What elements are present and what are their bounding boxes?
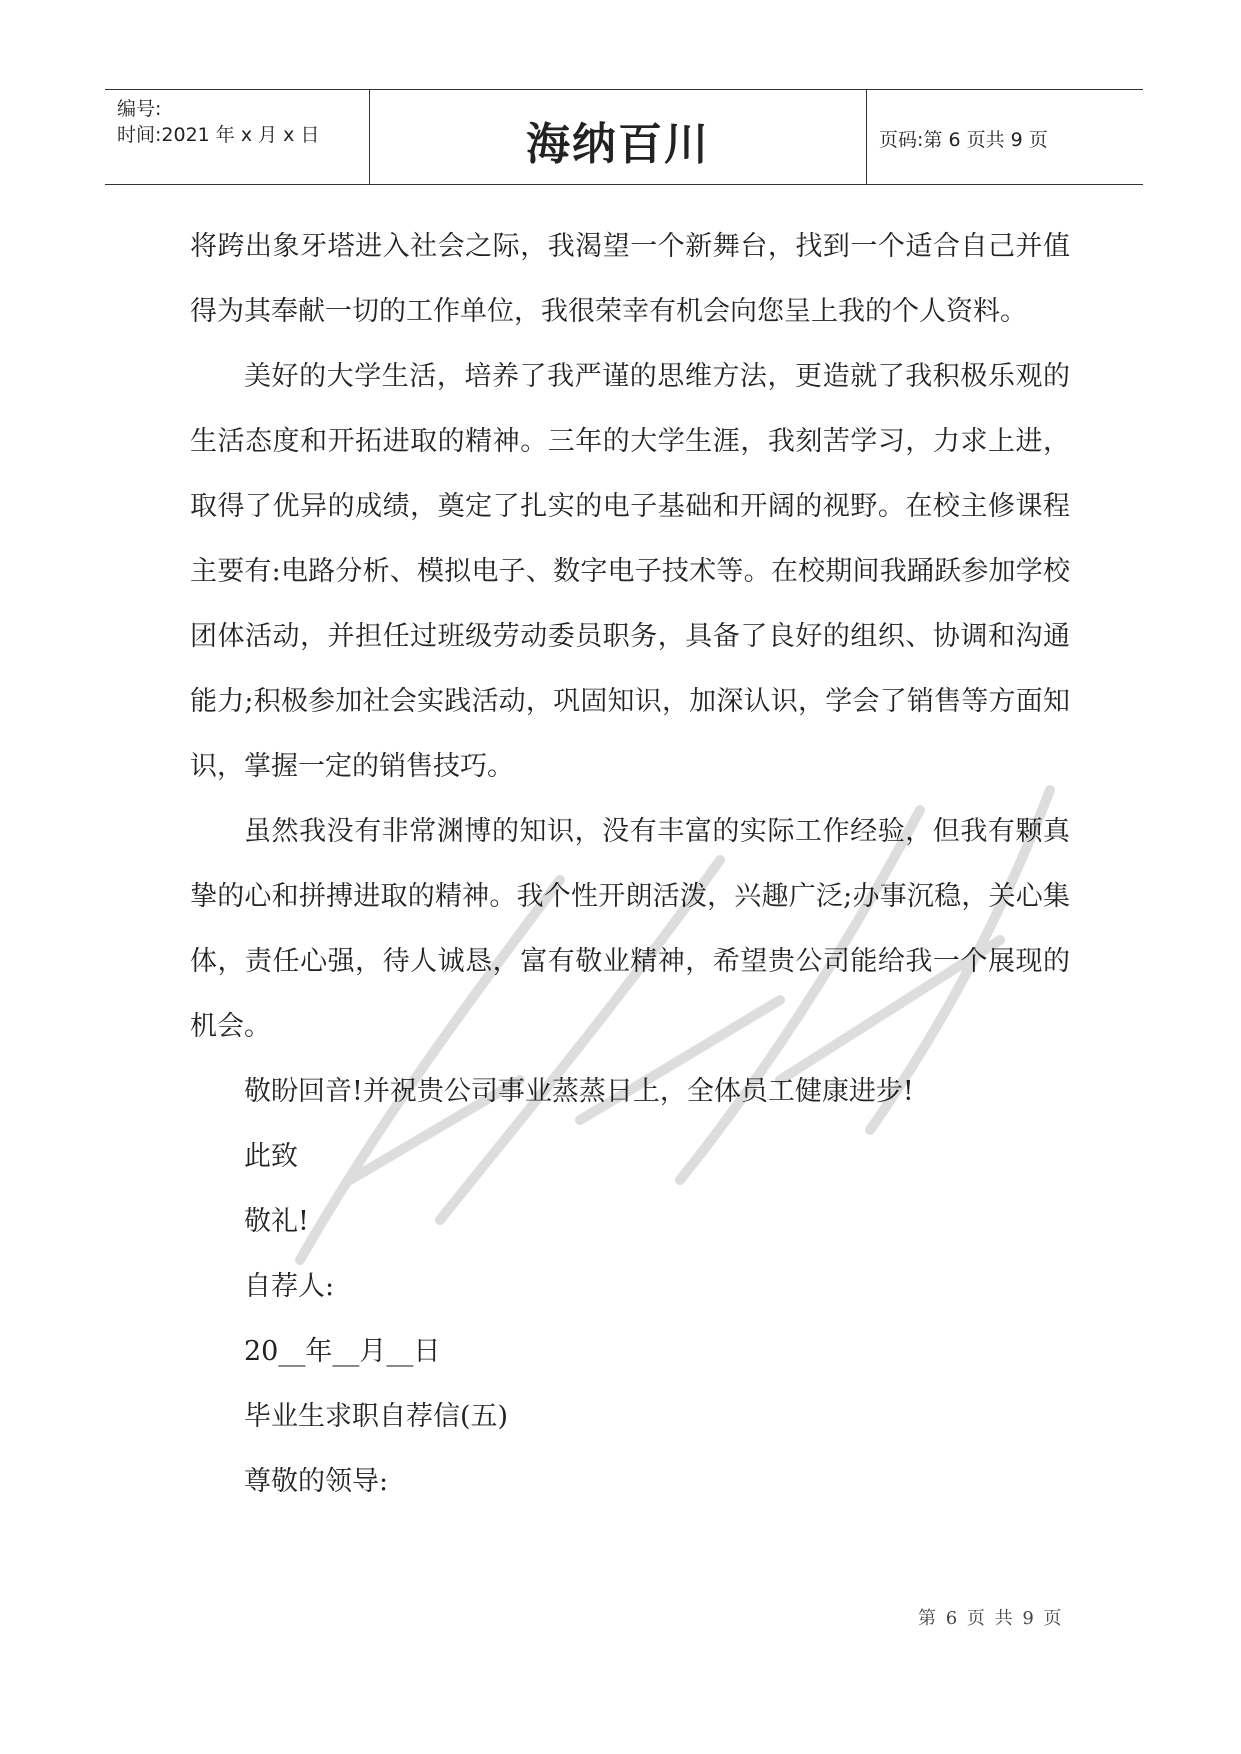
document-time-label: 时间:2021 年 x 月 x 日 xyxy=(117,124,320,146)
header-meta-cell xyxy=(105,90,370,184)
document-number-label: 编号: xyxy=(117,98,162,120)
salutation-jingli: 敬礼! xyxy=(244,1206,309,1237)
paragraph-3: 虽然我没有非常渊博的知识，没有丰富的实际工作经验，但我有颗真挚的心和拼搏进取的精神。我个性开朗活泼，兴趣广泛;办事沉稳，关心集体，责任心强，待人诚恳，富有敬业精神，希望贵公司能给我一个展现的机会。 xyxy=(190,816,1070,1042)
document-body xyxy=(190,214,1070,1514)
document-header xyxy=(105,89,1143,185)
paragraph-1: 将跨出象牙塔进入社会之际，我渴望一个新舞台，找到一个适合自己并值得为其奉献一切的工作单位，我很荣幸有机会向您呈上我的个人资料。 xyxy=(190,231,1070,327)
header-title-cell xyxy=(370,90,867,184)
next-letter-greeting: 尊敬的领导: xyxy=(244,1466,389,1497)
salutation-cizhi: 此致 xyxy=(244,1141,298,1172)
date-line: 20__年__月__日 xyxy=(244,1336,441,1367)
signature-label: 自荐人: xyxy=(244,1271,335,1302)
header-page-cell xyxy=(867,90,1143,184)
header-title: 海纳百川 xyxy=(526,119,710,170)
paragraph-2: 美好的大学生活，培养了我严谨的思维方法，更造就了我积极乐观的生活态度和开拓进取的精神。三年的大学生涯，我刻苦学习，力求上进，取得了优异的成绩，奠定了扎实的电子基础和开阔的视野。在校主修课程主要有:电路分析、模拟电子、数字电子技术等。在校期间我踊跃参加学校团体活动，并担任过班级劳动委员职务，具备了良好的组织、协调和沟通能力;积极参加社会实践活动，巩固知识，加深认识，学会了销售等方面知识，掌握一定的销售技巧。 xyxy=(190,361,1070,782)
next-letter-title: 毕业生求职自荐信(五) xyxy=(244,1401,509,1432)
page-footer: 第 6 页 共 9 页 xyxy=(918,1608,1064,1629)
closing-wish: 敬盼回音!并祝贵公司事业蒸蒸日上，全体员工健康进步! xyxy=(244,1076,914,1107)
header-page-label: 页码:第 6 页共 9 页 xyxy=(879,129,1048,151)
